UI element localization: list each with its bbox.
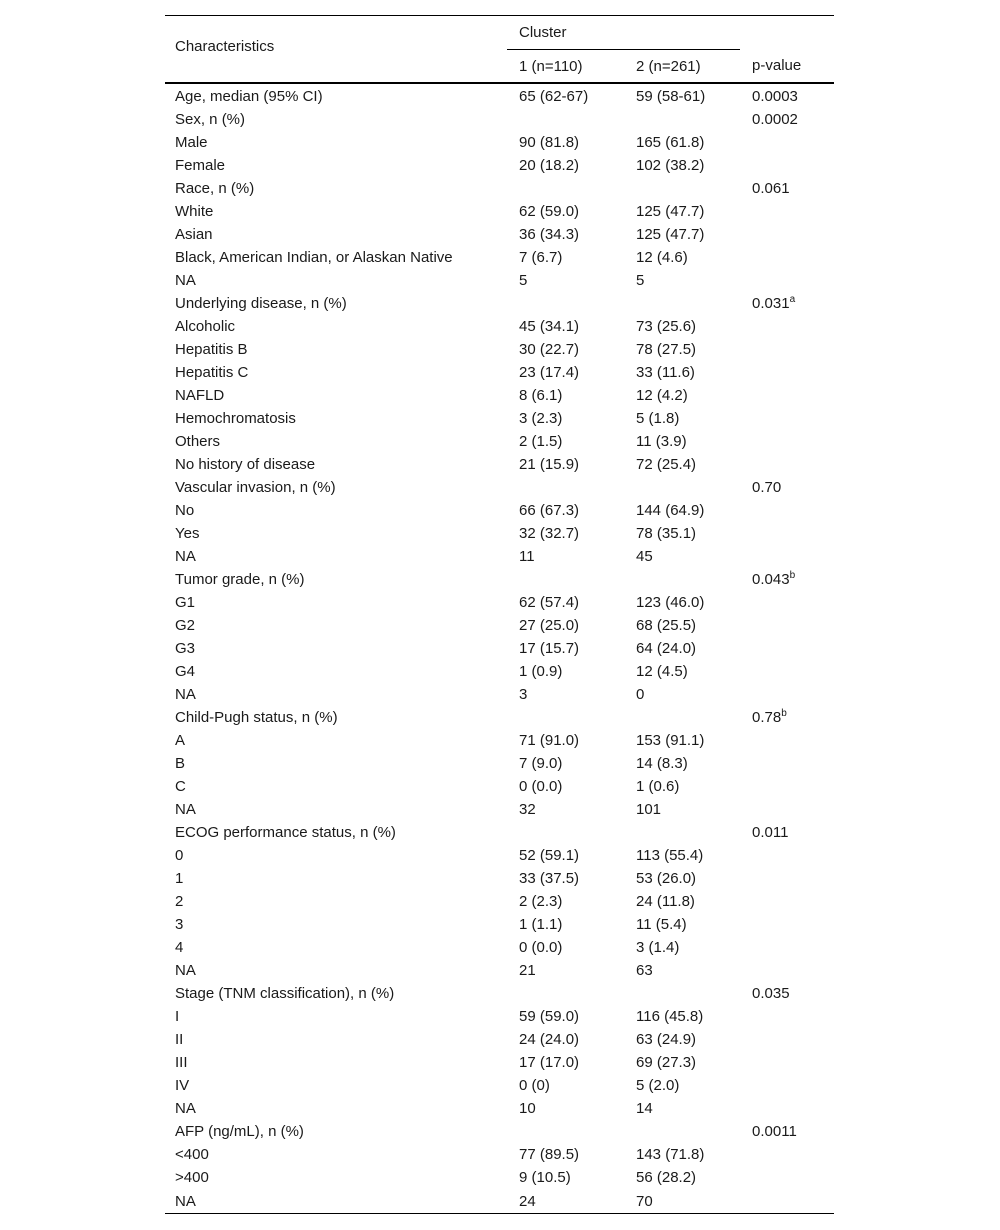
row-label: Hemochromatosis — [175, 410, 296, 427]
table-row — [165, 131, 834, 154]
p-value: 0.061 — [752, 180, 790, 197]
p-value: 0.0002 — [752, 111, 798, 128]
table-row — [165, 637, 834, 660]
row-label: Hepatitis C — [175, 364, 249, 381]
cluster-1-value: 7 (6.7) — [519, 249, 563, 266]
cluster-1-value: 17 (17.0) — [519, 1054, 580, 1071]
table-row — [165, 338, 834, 361]
p-value-cell — [740, 1166, 834, 1189]
p-value-cell — [740, 522, 834, 545]
row-label: NAFLD — [175, 387, 225, 404]
cluster-2-value — [624, 108, 740, 131]
table-row — [165, 867, 834, 890]
cluster-2-value — [624, 292, 740, 315]
p-value-cell — [740, 315, 834, 338]
cluster-1-value: 1 (0.9) — [519, 663, 563, 680]
cluster-2-value: 63 (24.9) — [636, 1031, 697, 1048]
cluster-2-value: 165 (61.8) — [636, 134, 705, 151]
table-row — [165, 545, 834, 568]
table-row — [165, 108, 834, 131]
p-value-cell — [740, 338, 834, 361]
table-row — [165, 660, 834, 683]
row-label: Child-Pugh status, n (%) — [175, 709, 338, 726]
table-row — [165, 1051, 834, 1074]
cluster-1-value: 77 (89.5) — [519, 1146, 580, 1163]
header-blank — [740, 16, 834, 50]
cluster-1-value: 2 (1.5) — [519, 433, 563, 450]
cluster-2-value: 3 (1.4) — [636, 939, 680, 956]
cluster-1-value: 3 — [519, 686, 528, 703]
table-row — [165, 591, 834, 614]
cluster-2-value: 11 (3.9) — [636, 433, 687, 450]
table-row — [165, 177, 834, 200]
header-characteristics: Characteristics — [165, 16, 507, 84]
characteristics-table-container — [165, 15, 834, 1214]
row-label: NA — [175, 272, 196, 289]
cluster-1-value: 90 (81.8) — [519, 134, 580, 151]
p-value: 0.0011 — [752, 1123, 797, 1140]
row-label: Stage (TNM classification), n (%) — [175, 985, 395, 1002]
p-value-cell — [740, 913, 834, 936]
row-label: Underlying disease, n (%) — [175, 295, 347, 312]
cluster-2-value: 102 (38.2) — [636, 157, 705, 174]
row-label: Race, n (%) — [175, 180, 255, 197]
table-row — [165, 683, 834, 706]
header-pvalue: p-value — [740, 50, 834, 84]
cluster-2-value: 59 (58-61) — [636, 88, 706, 105]
cluster-1-value — [507, 821, 624, 844]
table-row — [165, 1097, 834, 1120]
p-value-cell — [740, 729, 834, 752]
table-row — [165, 936, 834, 959]
p-value-cell — [740, 292, 834, 315]
row-label: ECOG performance status, n (%) — [175, 824, 396, 841]
table-row — [165, 1005, 834, 1028]
cluster-1-value — [507, 108, 624, 131]
cluster-2-value: 53 (26.0) — [636, 870, 697, 887]
cluster-1-value: 2 (2.3) — [519, 893, 563, 910]
cluster-1-value: 10 — [519, 1100, 536, 1117]
p-value-cell — [740, 821, 834, 844]
cluster-2-value: 78 (27.5) — [636, 341, 697, 358]
cluster-1-value: 62 (57.4) — [519, 594, 580, 611]
p-value-cell — [740, 499, 834, 522]
row-label: NA — [175, 686, 196, 703]
table-row — [165, 1189, 834, 1214]
cluster-1-value: 32 — [519, 801, 536, 818]
p-value-cell — [740, 890, 834, 913]
row-label: <400 — [175, 1146, 209, 1163]
p-value-cell — [740, 1028, 834, 1051]
table-row — [165, 522, 834, 545]
p-value-cell — [740, 614, 834, 637]
cluster-2-value — [624, 568, 740, 591]
cluster-1-value: 21 (15.9) — [519, 456, 580, 473]
row-label: No — [175, 502, 195, 519]
row-label: Vascular invasion, n (%) — [175, 479, 336, 496]
row-label: >400 — [175, 1169, 209, 1186]
table-row — [165, 752, 834, 775]
p-value: 0.031 — [752, 295, 790, 312]
cluster-2-value — [624, 177, 740, 200]
row-label: II — [175, 1031, 184, 1048]
cluster-2-value: 56 (28.2) — [636, 1169, 697, 1186]
table-row — [165, 384, 834, 407]
table-row — [165, 706, 834, 729]
table-row — [165, 821, 834, 844]
header-cluster-1: 1 (n=110) — [507, 50, 624, 84]
cluster-1-value: 65 (62-67) — [519, 88, 589, 105]
cluster-2-value: 72 (25.4) — [636, 456, 697, 473]
p-value: 0.0003 — [752, 88, 798, 105]
table-row — [165, 775, 834, 798]
cluster-1-value: 5 — [519, 272, 528, 289]
p-value-cell — [740, 1097, 834, 1120]
p-value-cell — [740, 1120, 834, 1143]
row-label: A — [175, 732, 186, 749]
cluster-1-value: 8 (6.1) — [519, 387, 563, 404]
p-value-cell — [740, 453, 834, 476]
row-label: G3 — [175, 640, 196, 657]
table-row — [165, 890, 834, 913]
p-value-cell — [740, 1051, 834, 1074]
cluster-1-value: 36 (34.3) — [519, 226, 580, 243]
table-row — [165, 1028, 834, 1051]
table-row — [165, 223, 834, 246]
cluster-1-value: 33 (37.5) — [519, 870, 580, 887]
cluster-2-value: 12 (4.2) — [636, 387, 688, 404]
row-label: NA — [175, 801, 196, 818]
cluster-2-value: 45 — [636, 548, 653, 565]
row-label: I — [175, 1008, 180, 1025]
table-row — [165, 798, 834, 821]
cluster-2-value: 63 — [636, 962, 653, 979]
p-value-cell — [740, 246, 834, 269]
table-header — [165, 16, 834, 84]
row-label: Alcoholic — [175, 318, 236, 335]
p-value: 0.70 — [752, 479, 782, 496]
p-value-footnote-marker: a — [789, 294, 796, 305]
cluster-2-value: 64 (24.0) — [636, 640, 697, 657]
cluster-2-value: 69 (27.3) — [636, 1054, 697, 1071]
table-row — [165, 844, 834, 867]
cluster-2-value: 1 (0.6) — [636, 778, 680, 795]
cluster-1-value: 62 (59.0) — [519, 203, 580, 220]
table-row — [165, 499, 834, 522]
row-label: White — [175, 203, 214, 220]
cluster-1-value — [507, 177, 624, 200]
cluster-1-value: 59 (59.0) — [519, 1008, 580, 1025]
p-value-cell — [740, 660, 834, 683]
p-value-cell — [740, 223, 834, 246]
table-row — [165, 959, 834, 982]
row-label: AFP (ng/mL), n (%) — [175, 1123, 304, 1140]
row-label: B — [175, 755, 186, 772]
row-label: 2 — [175, 893, 184, 910]
cluster-2-value: 125 (47.7) — [636, 203, 705, 220]
row-label: Others — [175, 433, 221, 450]
table-row — [165, 292, 834, 315]
cluster-1-value: 9 (10.5) — [519, 1169, 571, 1186]
row-label: C — [175, 778, 186, 795]
row-label: Asian — [175, 226, 213, 243]
row-label: Male — [175, 134, 208, 151]
cluster-1-value: 21 — [519, 962, 536, 979]
cluster-2-value: 33 (11.6) — [636, 364, 695, 381]
cluster-2-value: 113 (55.4) — [636, 847, 704, 864]
p-value-cell — [740, 407, 834, 430]
cluster-1-value — [507, 568, 624, 591]
p-value-cell — [740, 936, 834, 959]
p-value-cell — [740, 430, 834, 453]
cluster-2-value: 12 (4.5) — [636, 663, 688, 680]
row-label: 4 — [175, 939, 184, 956]
cluster-2-value: 123 (46.0) — [636, 594, 705, 611]
table-body — [165, 83, 834, 1214]
p-value-cell — [740, 1005, 834, 1028]
p-value-cell — [740, 384, 834, 407]
table-row — [165, 361, 834, 384]
cluster-2-value: 12 (4.6) — [636, 249, 688, 266]
p-value-cell — [740, 982, 834, 1005]
cluster-1-value: 3 (2.3) — [519, 410, 563, 427]
table-row — [165, 1074, 834, 1097]
p-value-cell — [740, 108, 834, 131]
cluster-2-value: 101 — [636, 801, 662, 818]
cluster-1-value: 0 (0.0) — [519, 778, 563, 795]
p-value-cell — [740, 83, 834, 108]
cluster-1-value: 66 (67.3) — [519, 502, 580, 519]
cluster-2-value: 0 — [636, 686, 645, 703]
row-label: 1 — [175, 870, 184, 887]
cluster-1-value: 45 (34.1) — [519, 318, 580, 335]
table-row — [165, 453, 834, 476]
p-value-cell — [740, 200, 834, 223]
p-value-cell — [740, 476, 834, 499]
row-label: Hepatitis B — [175, 341, 248, 358]
table-row — [165, 476, 834, 499]
p-value-footnote-marker: b — [789, 570, 796, 581]
cluster-2-value — [624, 821, 740, 844]
row-label: Sex, n (%) — [175, 111, 246, 128]
p-value: 0.011 — [752, 824, 789, 841]
row-label: G2 — [175, 617, 196, 634]
row-label: 0 — [175, 847, 184, 864]
table-row — [165, 83, 834, 108]
cluster-1-value: 24 (24.0) — [519, 1031, 580, 1048]
cluster-2-value: 11 (5.4) — [636, 916, 687, 933]
header-cluster: Cluster — [507, 16, 740, 50]
p-value-footnote-marker: b — [781, 708, 787, 719]
cluster-2-value: 14 (8.3) — [636, 755, 688, 772]
cluster-1-value: 24 — [507, 1189, 624, 1214]
table-row — [165, 982, 834, 1005]
cluster-1-value: 0 (0) — [519, 1077, 550, 1094]
cluster-1-value — [507, 706, 624, 729]
p-value-cell — [740, 959, 834, 982]
row-label: Age, median (95% CI) — [175, 88, 323, 105]
table-row — [165, 407, 834, 430]
cluster-1-value: 27 (25.0) — [519, 617, 580, 634]
row-label: No history of disease — [175, 456, 316, 473]
p-value-cell — [740, 545, 834, 568]
table-row — [165, 200, 834, 223]
table-row — [165, 729, 834, 752]
p-value-cell — [740, 752, 834, 775]
row-label: Female — [175, 157, 226, 174]
table-row — [165, 913, 834, 936]
cluster-2-value: 153 (91.1) — [636, 732, 705, 749]
cluster-1-value: 32 (32.7) — [519, 525, 580, 542]
row-label: NA — [175, 962, 196, 979]
p-value-cell — [740, 1189, 834, 1214]
table-row — [165, 430, 834, 453]
table-row — [165, 315, 834, 338]
table-row — [165, 568, 834, 591]
p-value-cell — [740, 706, 834, 729]
p-value-cell — [740, 775, 834, 798]
cluster-1-value: 20 (18.2) — [519, 157, 580, 174]
table-row — [165, 1120, 834, 1143]
row-label: Tumor grade, n (%) — [175, 571, 305, 588]
p-value-cell — [740, 867, 834, 890]
row-label: III — [175, 1054, 188, 1071]
cluster-2-value — [624, 1120, 740, 1143]
cluster-2-value: 125 (47.7) — [636, 226, 705, 243]
cluster-1-value: 7 (9.0) — [519, 755, 563, 772]
table-row — [165, 154, 834, 177]
p-value-cell — [740, 683, 834, 706]
p-value: 0.78 — [752, 709, 782, 726]
cluster-2-value: 14 — [636, 1100, 653, 1117]
cluster-2-value: 68 (25.5) — [636, 617, 697, 634]
table-row — [165, 1143, 834, 1166]
cluster-1-value: 17 (15.7) — [519, 640, 580, 657]
row-label: IV — [175, 1077, 190, 1094]
p-value-cell — [740, 154, 834, 177]
p-value-cell — [740, 1074, 834, 1097]
cluster-1-value — [507, 982, 624, 1005]
cluster-1-value — [507, 292, 624, 315]
cluster-1-value: 1 (1.1) — [519, 916, 563, 933]
cluster-1-value — [507, 476, 624, 499]
row-label: Yes — [175, 525, 200, 542]
table-row — [165, 246, 834, 269]
cluster-2-value: 70 — [624, 1189, 740, 1214]
cluster-1-value — [507, 1120, 624, 1143]
cluster-2-value: 5 (2.0) — [636, 1077, 680, 1094]
cluster-2-value: 144 (64.9) — [636, 502, 705, 519]
characteristics-table — [165, 15, 834, 1214]
cluster-1-value: 11 — [519, 548, 535, 565]
table-row — [165, 269, 834, 292]
p-value: 0.035 — [752, 985, 790, 1002]
row-label: G1 — [175, 594, 196, 611]
cluster-2-value: 5 (1.8) — [636, 410, 680, 427]
cluster-2-value: 73 (25.6) — [636, 318, 697, 335]
header-cluster-2: 2 (n=261) — [624, 50, 740, 84]
cluster-1-value: 0 (0.0) — [519, 939, 563, 956]
p-value-cell — [740, 361, 834, 384]
row-label: NA — [165, 1189, 507, 1214]
p-value-cell — [740, 1143, 834, 1166]
cluster-2-value: 24 (11.8) — [636, 893, 695, 910]
row-label: 3 — [175, 916, 184, 933]
p-value-cell — [740, 798, 834, 821]
cluster-1-value: 52 (59.1) — [519, 847, 580, 864]
cluster-2-value: 5 — [636, 272, 645, 289]
table-row — [165, 1166, 834, 1189]
row-label: NA — [175, 548, 196, 565]
cluster-2-value: 78 (35.1) — [636, 525, 697, 542]
p-value-cell — [740, 131, 834, 154]
p-value-cell — [740, 568, 834, 591]
p-value: 0.043 — [752, 571, 790, 588]
p-value-cell — [740, 269, 834, 292]
p-value-cell — [740, 591, 834, 614]
cluster-2-value: 143 (71.8) — [636, 1146, 705, 1163]
p-value-cell — [740, 637, 834, 660]
cluster-2-value — [624, 706, 740, 729]
cluster-2-value — [624, 982, 740, 1005]
p-value-cell — [740, 177, 834, 200]
cluster-1-value: 30 (22.7) — [519, 341, 580, 358]
cluster-2-value — [624, 476, 740, 499]
cluster-2-value: 116 (45.8) — [636, 1008, 704, 1025]
table-row — [165, 614, 834, 637]
cluster-1-value: 23 (17.4) — [519, 364, 580, 381]
row-label: NA — [175, 1100, 196, 1117]
p-value-cell — [740, 844, 834, 867]
cluster-1-value: 71 (91.0) — [519, 732, 580, 749]
row-label: G4 — [175, 663, 196, 680]
row-label: Black, American Indian, or Alaskan Native — [175, 249, 453, 266]
